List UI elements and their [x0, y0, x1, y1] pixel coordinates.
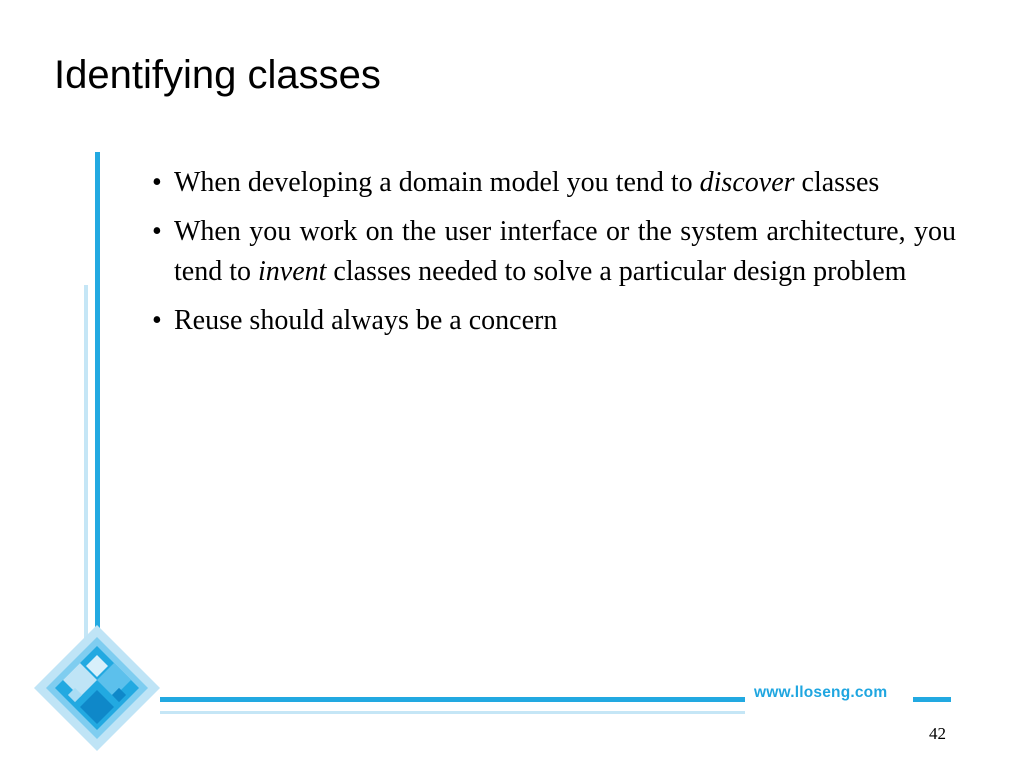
bullet-text: When you work on the user interface or the system architecture, you tend to	[174, 216, 956, 287]
horizontal-rule	[160, 697, 745, 702]
bullet-item	[150, 163, 956, 203]
diamond-tile-logo	[34, 625, 160, 751]
footer-url: www.lloseng.com	[754, 684, 888, 701]
bullet-text: classes needed to solve a particular design problem	[326, 256, 907, 287]
bullet-text: When developing a domain model you tend to	[174, 167, 700, 198]
vertical-rule-pale	[84, 285, 88, 650]
bullet-dot: •	[152, 167, 162, 198]
horizontal-rule-pale	[160, 711, 745, 714]
page-number: 42	[929, 724, 946, 743]
bullet-text: classes	[794, 167, 880, 198]
bullet-emphasis: invent	[258, 256, 327, 287]
bullet-dot: •	[152, 216, 162, 247]
bullet-item	[150, 212, 956, 292]
bullet-item	[150, 301, 956, 341]
bullet-text: Reuse should always be a concern	[174, 305, 558, 336]
horizontal-rule-end	[913, 697, 951, 702]
vertical-rule	[95, 152, 100, 672]
bullet-dot: •	[152, 305, 162, 336]
bullet-list	[150, 163, 956, 350]
slide-title: Identifying classes	[54, 53, 381, 97]
bullet-emphasis: discover	[699, 167, 795, 198]
